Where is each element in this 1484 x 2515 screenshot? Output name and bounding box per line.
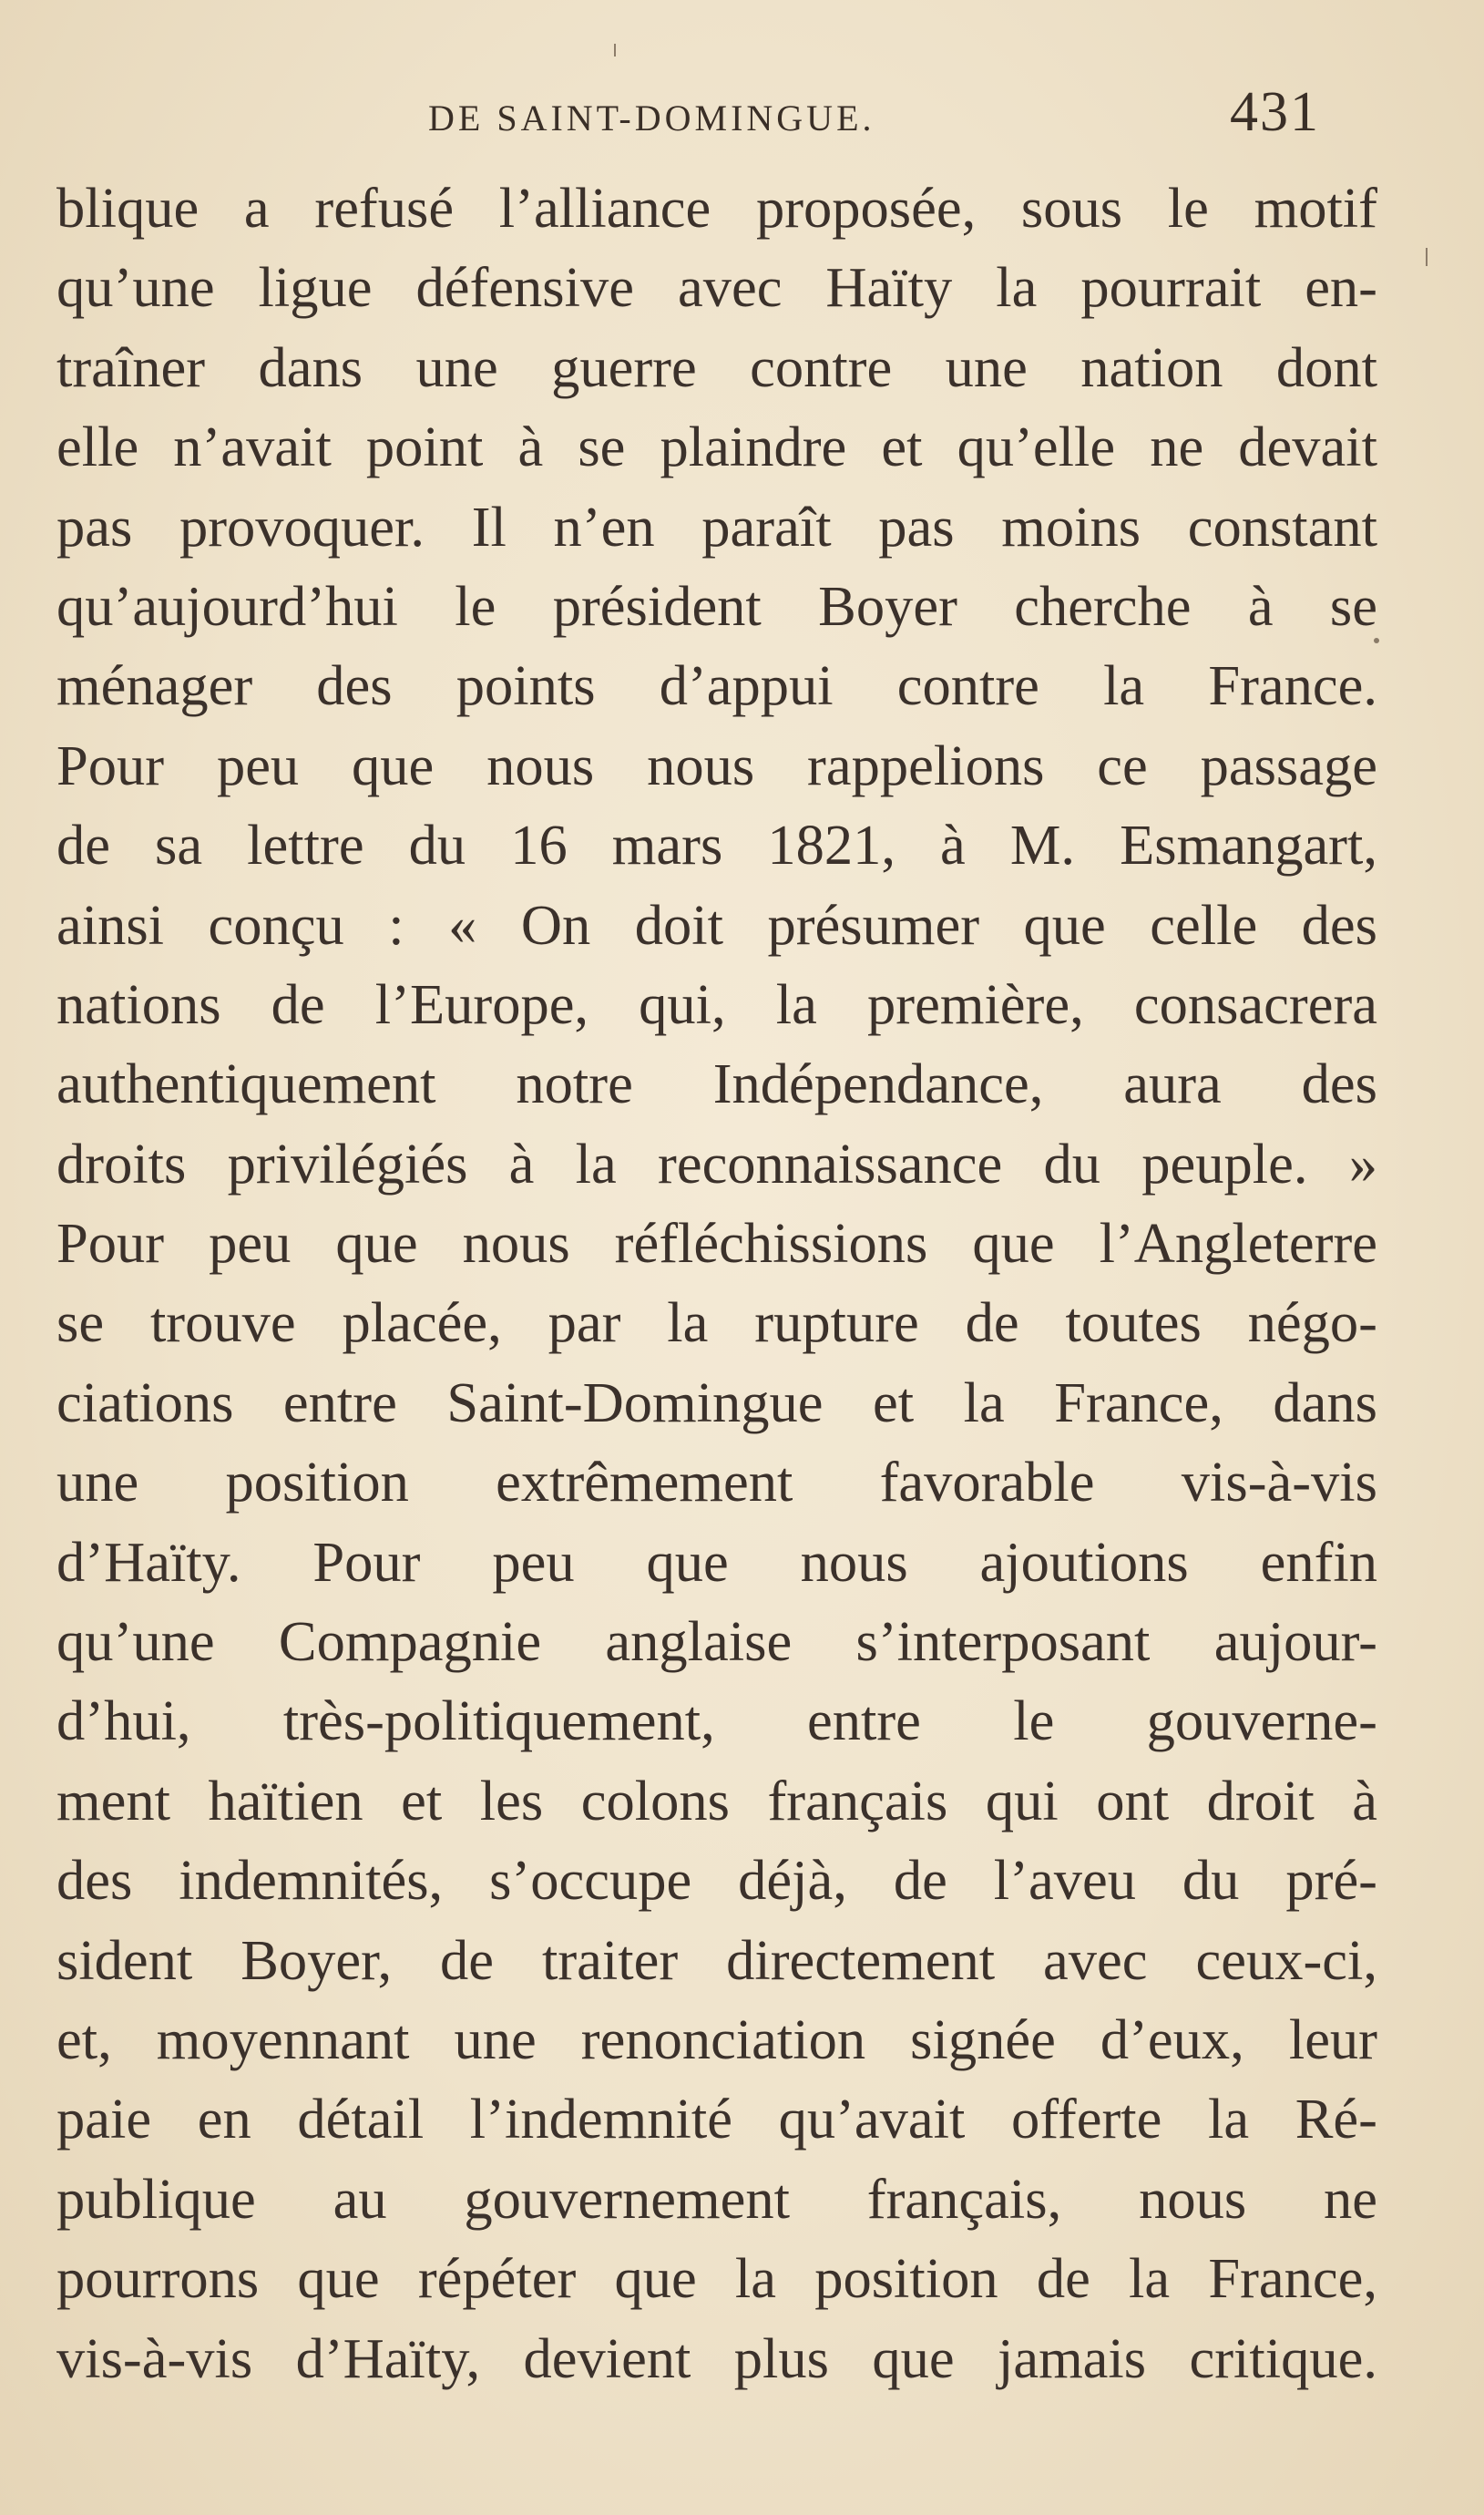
text-line: vis-à-vis d’Haïty, devient plus que jamais critique. (56, 2325, 1377, 2390)
text-line: d’hui, très-politiquement, entre le gouverne- (56, 1689, 1377, 1753)
text-line: ciations entre Saint-Domingue et la France, dans (56, 1370, 1377, 1434)
body-text (56, 169, 1377, 2398)
text-line: ménager des points d’appui contre la France. (56, 653, 1377, 718)
text-line: droits privilégiés à la reconnaissance du peuple. » (56, 1131, 1377, 1196)
text-line: Pour peu que nous réfléchissions que l’Angleterre (56, 1211, 1377, 1276)
paper-speck (1374, 638, 1379, 643)
running-head: DE SAINT-DOMINGUE. (428, 98, 875, 139)
text-line: et, moyennant une renonciation signée d’eux, leur (56, 2007, 1377, 2071)
paper-mark (614, 44, 616, 56)
text-line: blique a refusé l’alliance proposée, sous le motif (56, 176, 1377, 240)
text-line: une position extrêmement favorable vis-à-vis (56, 1450, 1377, 1514)
text-line: ment haïtien et les colons français qui ont droit à (56, 1768, 1377, 1832)
text-line: qu’aujourd’hui le président Boyer cherche à se (56, 573, 1377, 638)
text-line: paie en détail l’indemnité qu’avait offerte la Ré- (56, 2087, 1377, 2151)
text-line: pas provoquer. Il n’en paraît pas moins constant (56, 494, 1377, 559)
text-line: nations de l’Europe, qui, la première, consacrera (56, 971, 1377, 1036)
page-number: 431 (1230, 81, 1320, 143)
paper-mark (1426, 248, 1428, 266)
page-header (0, 80, 1484, 153)
text-line: qu’une ligue défensive avec Haïty la pourrait en- (56, 255, 1377, 320)
text-line: d’Haïty. Pour peu que nous ajoutions enfin (56, 1529, 1377, 1594)
text-line: qu’une Compagnie anglaise s’interposant aujour- (56, 1609, 1377, 1674)
text-line: se trouve placée, par la rupture de toutes négo- (56, 1290, 1377, 1355)
text-line: des indemnités, s’occupe déjà, de l’aveu du pré- (56, 1848, 1377, 1913)
text-line: pourrons que répéter que la position de la France, (56, 2246, 1377, 2311)
text-line: elle n’avait point à se plaindre et qu’elle ne devait (56, 415, 1377, 479)
text-line: sident Boyer, de traiter directement avec ceux-ci, (56, 1927, 1377, 1992)
text-line: authentiquement notre Indépendance, aura des (56, 1052, 1377, 1116)
text-line: traîner dans une guerre contre une nation dont (56, 334, 1377, 399)
text-line: de sa lettre du 16 mars 1821, à M. Esmangart, (56, 813, 1377, 878)
text-line: ainsi conçu : « On doit présumer que celle des (56, 892, 1377, 957)
text-line: publique au gouvernement français, nous ne (56, 2166, 1377, 2231)
text-line: Pour peu que nous nous rappelions ce passage (56, 733, 1377, 797)
